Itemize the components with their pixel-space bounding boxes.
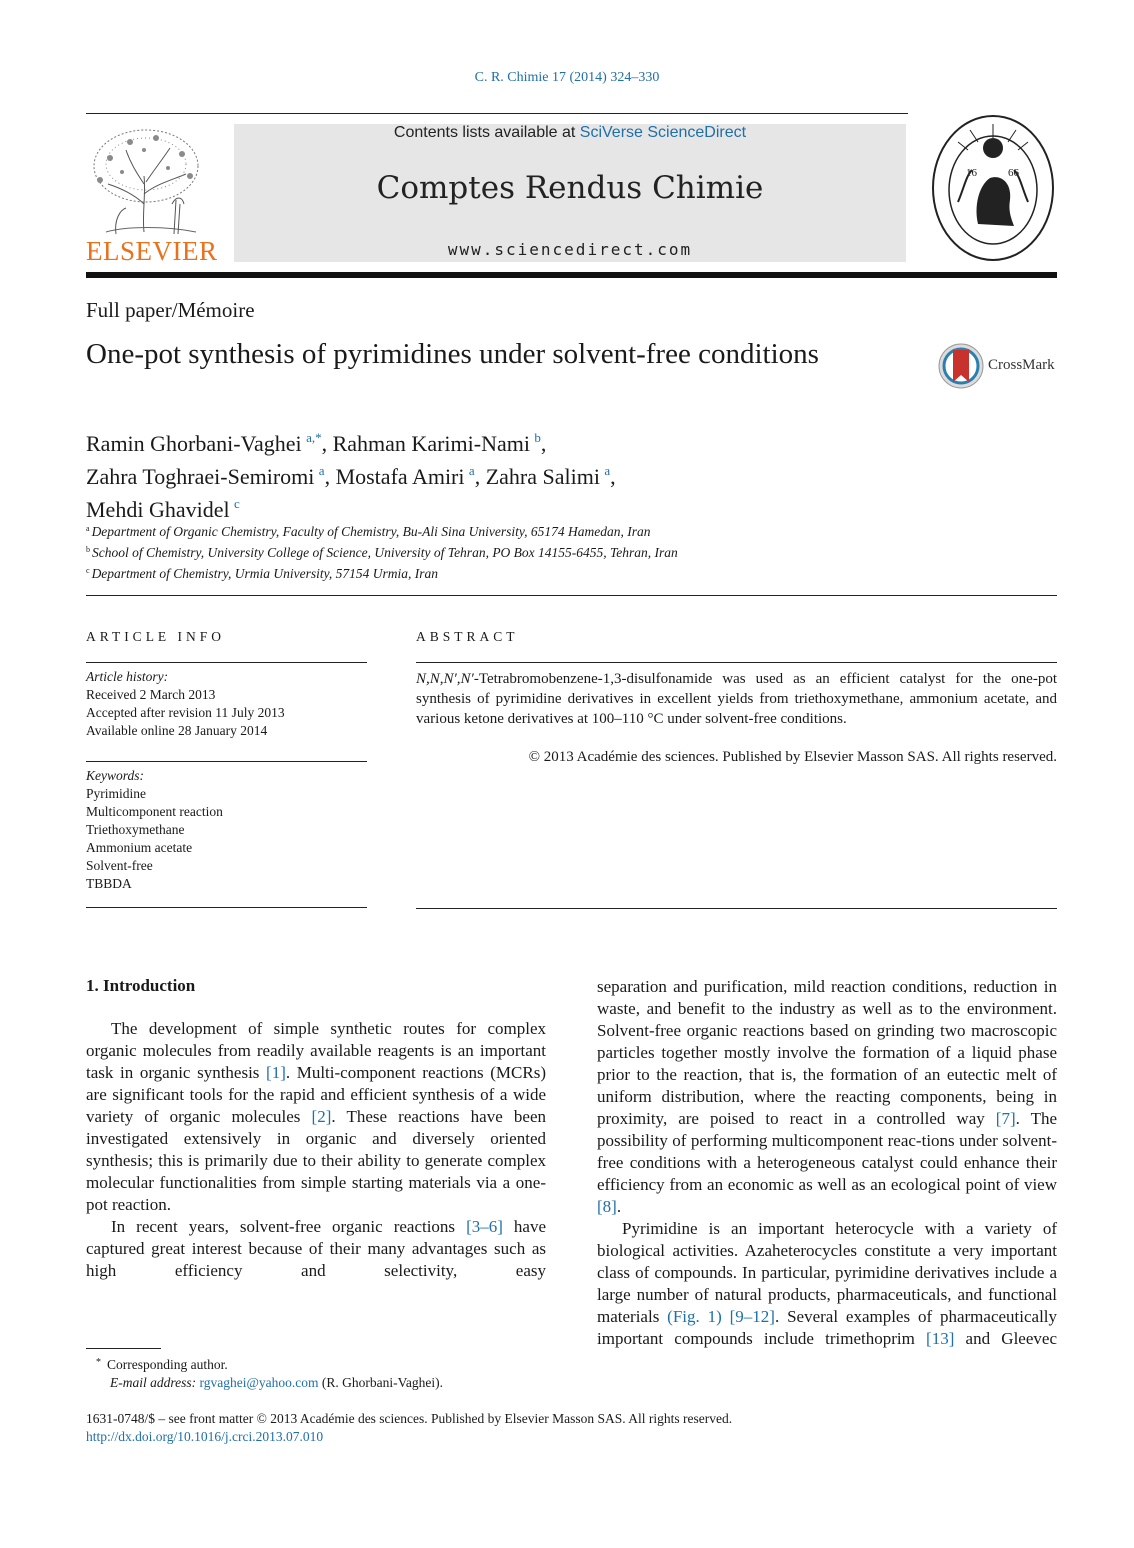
reference-link[interactable]: [9–12] <box>729 1307 775 1326</box>
sciencedirect-link[interactable]: SciVerse ScienceDirect <box>579 124 747 141</box>
keywords-list <box>86 767 376 893</box>
affiliation-item <box>86 520 986 541</box>
body-column-left <box>86 1018 546 1282</box>
email-label: E-mail address: <box>110 1375 200 1390</box>
affiliation-mark: a <box>86 524 90 533</box>
body-text: . These reactions have been investigated extensively in organic and diversely oriented synthesis; this is primarily due to their ability to generate complex molecular functionalities from simple starting materials via a one-pot reaction. <box>86 1107 547 1214</box>
keyword-item: Triethoxymethane <box>86 822 185 837</box>
body-text: The development of simple synthetic routes for complex organic molecules from readily available reagents is an important task in organic synthesis <box>86 1019 546 1082</box>
corresponding-author-footnote <box>96 1354 443 1392</box>
author-affiliation-mark[interactable]: b <box>534 430 541 445</box>
introduction-heading: 1. Introduction <box>86 976 196 995</box>
author-affiliation-mark[interactable]: a <box>604 463 611 478</box>
affiliation-text: School of Chemistry, University College of Science, University of Tehran, PO Box 14155-6455, Tehran, Iran <box>92 545 678 560</box>
author-affiliation-mark[interactable]: c <box>234 496 240 511</box>
header-thick-rule <box>86 272 1057 278</box>
body-text: . Multi-component reactions (MCRs) are significant tools for the rapid and efficient synthesis of a wide variety of organic molecules <box>86 1063 546 1126</box>
seal-year-left: 16 <box>966 167 977 179</box>
affiliation-item <box>86 541 986 562</box>
article-title: One-pot synthesis of pyrimidines under solvent-free conditions <box>86 338 819 370</box>
affiliation-mark: c <box>86 566 90 575</box>
sciencedirect-url[interactable]: www.sciencedirect.com <box>447 240 693 259</box>
body-text <box>722 1307 730 1326</box>
elsevier-wordmark[interactable] <box>86 236 218 267</box>
body-column-right <box>597 976 1057 1350</box>
contents-prefix: Contents lists available at <box>393 124 580 141</box>
body-text: Pyrimidine is an important heterocycle with a variety of biological activities. Azaheterocycles constitute a very important class of compounds. In particular, pyrimidine derivatives include a large number of natural products, pharmaceuticals, and functional materials <box>597 1219 1057 1326</box>
reference-link[interactable]: [2] <box>311 1107 332 1126</box>
affiliation-text: Department of Organic Chemistry, Faculty of Chemistry, Bu-Ali Sina University, 65174 Hamedan, Iran <box>91 524 651 539</box>
body-paragraph <box>86 1216 546 1282</box>
author-list <box>86 424 906 523</box>
section-rule <box>86 595 1057 596</box>
author-name: Rahman Karimi-Nami <box>332 431 530 456</box>
seal-year-right: 66 <box>1008 167 1019 179</box>
keyword-item: Pyrimidine <box>86 786 146 801</box>
reference-link[interactable]: [3–6] <box>466 1217 503 1236</box>
abstract-heading: ABSTRACT <box>416 629 519 644</box>
body-paragraph <box>86 1018 546 1216</box>
abstract-copyright: © 2013 Académie des sciences. Published by Elsevier Masson SAS. All rights reserved. <box>528 749 1057 765</box>
info-rule <box>86 907 367 908</box>
issn-footer <box>86 1410 732 1446</box>
reference-link[interactable]: [7] <box>995 1109 1016 1128</box>
history-received: Received 2 March 2013 <box>86 687 216 702</box>
elsevier-wordmark-text: ELSEVIER <box>86 236 218 266</box>
history-label: Article history: <box>86 669 169 684</box>
body-text: . <box>616 1197 622 1216</box>
info-rule <box>86 761 367 762</box>
body-text: have captured great interest because of their many advantages such as high efficiency and selectivity, easy <box>86 1217 546 1280</box>
reference-link[interactable]: [8] <box>597 1197 617 1216</box>
body-text: In recent years, solvent-free organic reactions <box>111 1217 467 1236</box>
email-owner: (R. Ghorbani-Vaghei). <box>318 1375 443 1390</box>
article-history <box>86 668 376 740</box>
affiliation-list <box>86 520 986 583</box>
keyword-item: TBBDA <box>86 876 132 891</box>
article-type: Full paper/Mémoire <box>86 298 255 322</box>
author-email-link[interactable]: rgvaghei@yahoo.com <box>199 1375 319 1390</box>
body-text: and Gleevec <box>954 1329 1057 1348</box>
footnote-corresponding: Corresponding author. <box>107 1357 228 1372</box>
article-info-heading: ARTICLE INFO <box>86 629 226 644</box>
author-name: Mostafa Amiri <box>335 464 465 489</box>
info-rule <box>86 662 367 663</box>
reference-link[interactable]: [1] <box>266 1063 286 1082</box>
body-text: . Several examples of pharmaceutically important compounds include trimethoprim <box>597 1307 1058 1348</box>
body-paragraph <box>597 976 1057 1218</box>
author-name: Mehdi Ghavidel <box>86 497 230 522</box>
footnote-rule <box>86 1348 161 1349</box>
figure-link[interactable]: (Fig. 1) <box>667 1307 722 1326</box>
author-line-2: Zahra Toghraei-Semiromi $^a$, Mostafa Amiri $^a$, Zahra Salimi $^a$, <box>86 463 616 489</box>
keyword-item: Solvent-free <box>86 858 153 873</box>
author-name: Zahra Toghraei-Semiromi <box>86 464 315 489</box>
body-paragraph <box>597 1218 1057 1350</box>
history-online: Available online 28 January 2014 <box>86 723 268 738</box>
author-affiliation-mark[interactable]: a,* <box>306 430 322 445</box>
crossmark-label[interactable]: CrossMark <box>988 357 1055 373</box>
abstract-text <box>416 669 1057 729</box>
abstract-rule <box>416 908 1057 909</box>
doi-link[interactable]: http://dx.doi.org/10.1016/j.crci.2013.07.010 <box>86 1429 324 1444</box>
footnote-line <box>96 1354 443 1374</box>
author-line-3 <box>86 490 906 523</box>
affiliation-item <box>86 562 986 583</box>
journal-title: Comptes Rendus Chimie <box>376 170 764 206</box>
author-affiliation-mark[interactable]: a <box>468 463 475 478</box>
journal-citation[interactable]: C. R. Chimie 17 (2014) 324–330 <box>474 70 660 85</box>
contents-line <box>234 124 906 142</box>
author-line-1: Ramin Ghorbani-Vaghei $^{a,*}$, Rahman Karimi-Nami $^b$, <box>86 430 547 456</box>
affiliation-text: Department of Chemistry, Urmia University, 57154 Urmia, Iran <box>91 566 439 581</box>
abstract-rule <box>416 662 1057 663</box>
abstract-body: -Tetrabromobenzene-1,3-disulfonamide was used as an efficient catalyst for the one-pot synthesis of pyrimidine derivatives in excellent yields from triethoxymethane, ammonium acetate, and various ketone derivatives at 100–110 °C under solvent-free conditions. <box>416 671 1057 727</box>
affiliation-mark: b <box>86 545 90 554</box>
footnote-email-line <box>96 1374 443 1392</box>
keywords-label: Keywords: <box>86 768 144 783</box>
reference-link[interactable]: [13] <box>926 1329 955 1348</box>
author-affiliation-mark[interactable]: a <box>318 463 325 478</box>
author-name: Ramin Ghorbani-Vaghei <box>86 431 302 456</box>
footnote-mark: * <box>96 1357 101 1368</box>
body-text: separation and purification, mild reaction conditions, reduction in waste, and benefit to the industry as well as to the environment. Solvent-free organic reactions based on grinding two macroscopic particles together mostly involve the formation of a liquid phase prior to the reaction, that is, the formation of an eutectic melt of uniform distribution, where the reacting components, being in proximity, are poised to react in a controlled way <box>597 977 1057 1128</box>
abstract-lead-italic: N,N,N′,N′ <box>416 671 474 687</box>
body-text: . The possibility of performing multicomponent reac-tions under solvent-free conditions with a heterogeneous catalyst could enhance their efficiency from an economic as well as an ecological point of view <box>597 1109 1058 1194</box>
history-accepted: Accepted after revision 11 July 2013 <box>86 705 285 720</box>
issn-line: 1631-0748/$ – see front matter © 2013 Académie des sciences. Published by Elsevier Masson SAS. All rights reserved. <box>86 1411 733 1426</box>
header-rule <box>86 113 908 114</box>
keyword-item: Ammonium acetate <box>86 840 193 855</box>
author-name: Zahra Salimi <box>485 464 600 489</box>
keyword-item: Multicomponent reaction <box>86 804 223 819</box>
academie-des-sciences-seal <box>928 112 1058 264</box>
